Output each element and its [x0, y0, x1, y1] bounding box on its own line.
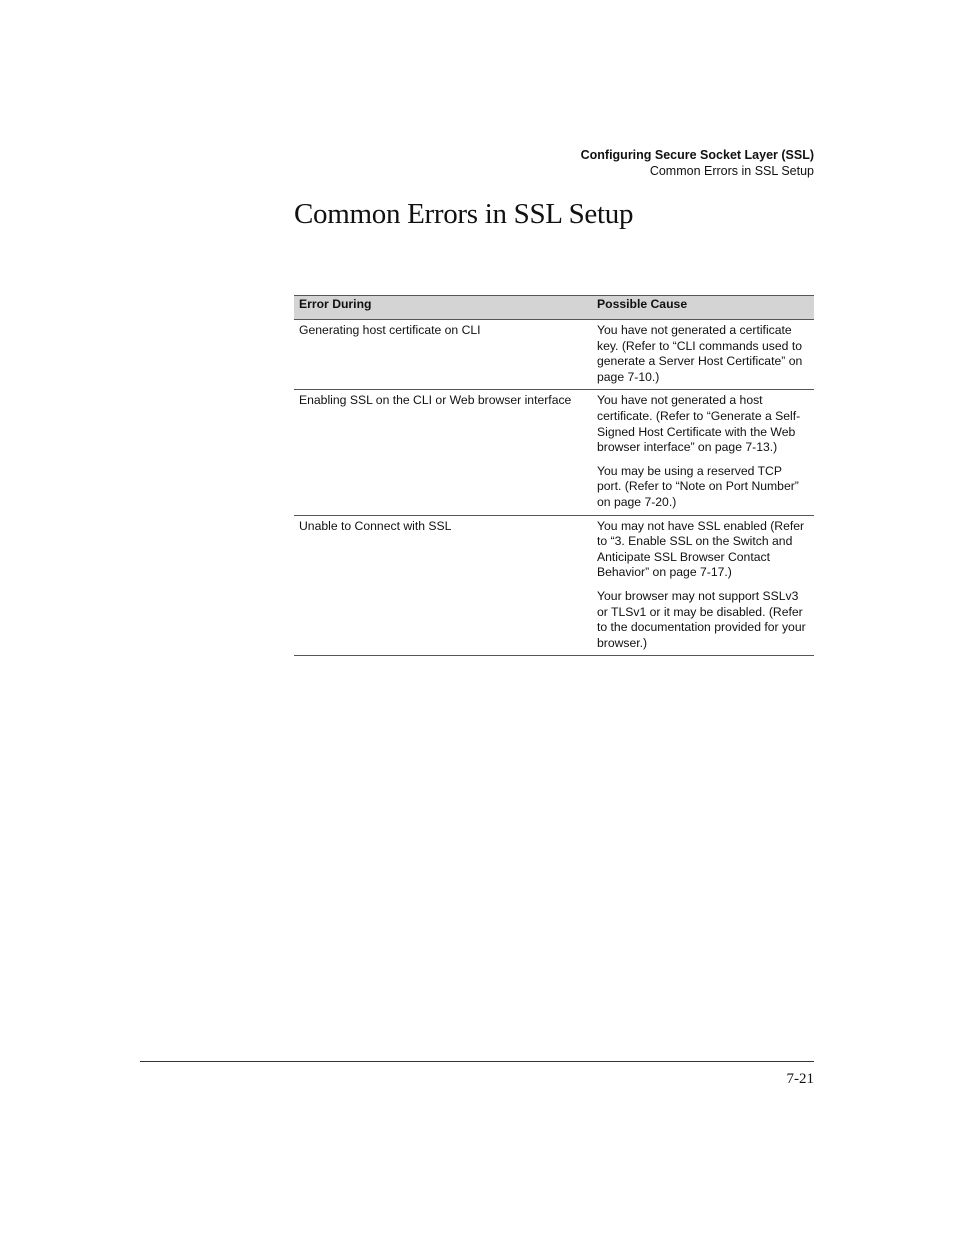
- ssl-errors-table: [294, 295, 814, 656]
- table-row: [294, 515, 814, 656]
- column-header-error-during: Error During: [294, 296, 592, 320]
- cause-cell: [592, 515, 814, 656]
- cause-text: You have not generated a certificate key. (Refer to “CLI commands used to generate a Server Host Certificate” on page 7-10.): [597, 323, 803, 384]
- running-header-section: Common Errors in SSL Setup: [649, 164, 814, 178]
- running-header-chapter: Configuring Secure Socket Layer (SSL): [580, 148, 814, 162]
- running-header: [581, 147, 814, 179]
- table-row: [294, 390, 814, 515]
- cause-text: You have not generated a host certificate. (Refer to “Generate a Self-Signed Host Certificate with the Web browser interface” on page 7-13.): [597, 393, 801, 455]
- error-cell: Generating host certificate on CLI: [294, 320, 592, 390]
- table-header-row: [294, 296, 814, 320]
- footer-divider: [140, 1061, 814, 1062]
- cause-text: Your browser may not support SSLv3 or TLSv1 or it may be disabled. (Refer to the documentation provided for your browser.): [597, 588, 806, 650]
- cause-text: You may be using a reserved TCP port. (Refer to “Note on Port Number” on page 7-20.): [597, 463, 799, 509]
- page-title: Common Errors in SSL Setup: [294, 198, 634, 230]
- error-cell: Unable to Connect with SSL: [294, 515, 592, 656]
- cause-text: You may not have SSL enabled (Refer to “3. Enable SSL on the Switch and Anticipate SSL Browser Contact Behavior” on page 7-17.): [597, 518, 805, 580]
- table-row: [294, 320, 814, 390]
- column-header-possible-cause: Possible Cause: [592, 296, 814, 320]
- cause-cell: [592, 390, 814, 515]
- page-number: 7-21: [786, 1071, 814, 1087]
- error-cell: Enabling SSL on the CLI or Web browser interface: [294, 390, 592, 515]
- cause-cell: [592, 320, 814, 390]
